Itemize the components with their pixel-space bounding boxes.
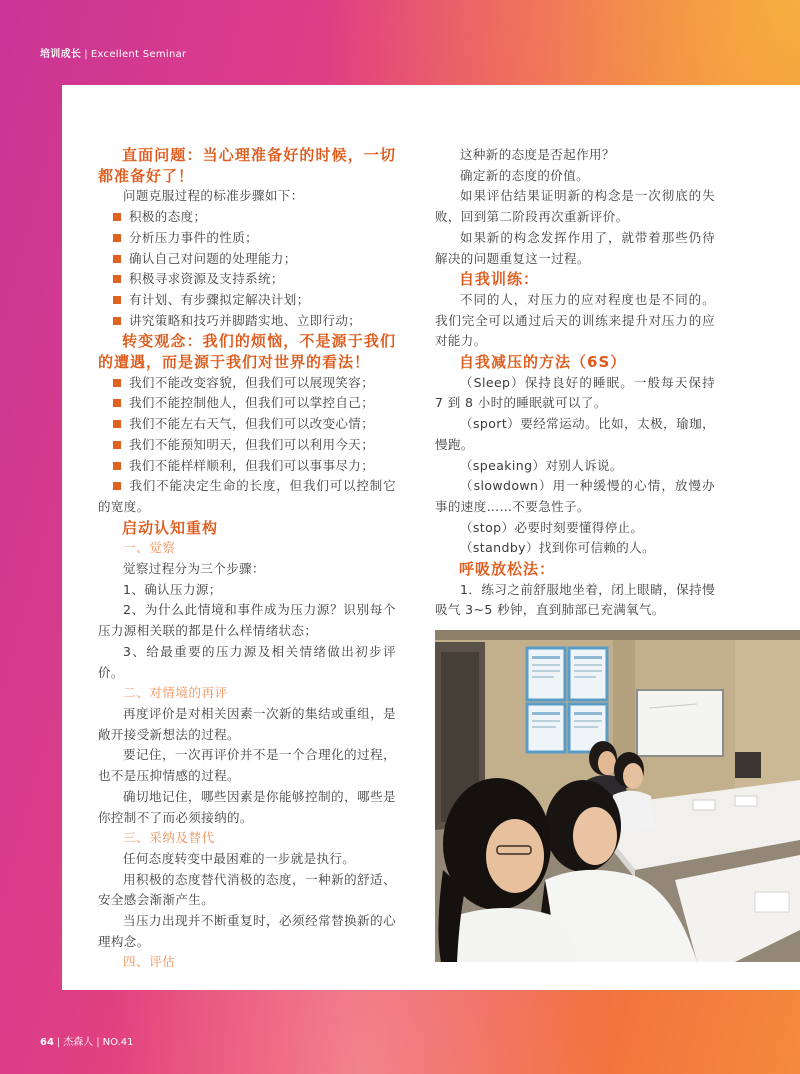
list-item-text: 确认自己对问题的处理能力； [129, 250, 297, 266]
list-item [98, 393, 396, 414]
seminar-photo [435, 630, 800, 962]
seminar-classroom-illustration [435, 630, 800, 962]
paragraph: 3、给最重要的压力源及相关情绪做出初步评价。 [98, 643, 396, 680]
method-item: （Sleep）保持良好的睡眠。一般每天保持 7 到 8 小时的睡眠就可以了。 [435, 374, 715, 411]
list-item-text: 我们不能预知明天，但我们可以利用今天； [129, 436, 375, 452]
paragraph: 要记住，一次再评价并不是一个合理化的过程，也不是压抑情感的过程。 [98, 747, 396, 784]
method-item: （standby）找到你可信赖的人。 [460, 540, 655, 556]
list-item-text: 我们不能改变容貌，但我们可以展现笑容； [129, 374, 375, 390]
paragraph: 确定新的态度的价值。 [460, 167, 590, 183]
paragraph: 任何态度转变中最困难的一步就是执行。 [123, 850, 356, 866]
paragraph: 不同的人，对压力的应对程度也是不同的。我们完全可以通过后天的训练来提升对压力的应对能力。 [435, 291, 715, 349]
square-bullet-icon [113, 379, 121, 387]
magazine-name: 杰森人 [63, 1037, 94, 1048]
square-bullet-icon [113, 420, 121, 428]
left-column [98, 145, 396, 973]
section-heading: 自我减压的方法（6S） [459, 353, 627, 372]
square-bullet-icon [113, 399, 121, 407]
right-column [435, 145, 715, 621]
list-item [98, 414, 396, 435]
wall-poster [527, 648, 565, 700]
list-item [98, 269, 396, 290]
paragraph: 1、确认压力源； [123, 581, 222, 597]
paragraph: 如果新的构念发挥作用了，就带着那些仍待解决的问题重复这一过程。 [435, 229, 715, 266]
page-number: 64 [40, 1037, 54, 1048]
paragraph: 如果评估结果证明新的构念是一次彻底的失败，回到第二阶段再次重新评价。 [435, 188, 715, 225]
square-bullet-icon [113, 482, 121, 490]
wall-speaker [735, 752, 761, 778]
list-item-text: 讲究策略和技巧并脚踏实地、立即行动； [129, 312, 362, 328]
list-item [98, 311, 396, 332]
footer-separator: | [56, 1037, 61, 1048]
method-item: （stop）必要时刻要懂得停止。 [460, 519, 644, 535]
list-item [98, 373, 396, 394]
list-item [98, 476, 396, 517]
list-item-text: 我们不能样样顺利，但我们可以事事尽力； [129, 457, 375, 473]
method-item: （speaking）对别人诉说。 [460, 457, 623, 473]
running-header [40, 45, 186, 60]
square-bullet-icon [113, 462, 121, 470]
wall-poster [569, 648, 607, 700]
paragraph: 觉察过程分为三个步骤： [123, 561, 265, 577]
method-item: （slowdown）用一种缓慢的心情，放慢办事的速度……不要急性子。 [435, 478, 715, 514]
paragraph: 1．练习之前舒服地坐着，闭上眼睛，保持慢吸气 3~5 秒钟，直到肺部已充满氧气。 [435, 581, 715, 618]
paragraph: 再度评价是对相关因素一次新的集结或重组，是敞开接受新想法的过程。 [98, 705, 396, 742]
header-separator: | [84, 49, 88, 60]
square-bullet-icon [113, 296, 121, 304]
paragraph: 确切地记住，哪些因素是你能够控制的，哪些是你控制不了而必须接纳的。 [98, 788, 396, 825]
paragraph: 用积极的态度替代消极的态度，一种新的舒适、安全感会渐渐产生。 [98, 871, 396, 908]
list-item-text: 我们不能控制他人，但我们可以掌控自己； [129, 395, 375, 411]
list-item [98, 249, 396, 270]
steps-list [98, 207, 396, 331]
list-item-text: 我们不能决定生命的长度，但我们可以控制它的宽度。 [98, 478, 396, 514]
subheading: 四、评估 [123, 954, 176, 970]
list-item [98, 207, 396, 228]
list-item [98, 435, 396, 456]
square-bullet-icon [113, 234, 121, 242]
subheading: 一、觉察 [123, 540, 176, 556]
section-heading: 自我训练： [459, 270, 540, 289]
square-bullet-icon [113, 317, 121, 325]
list-item-text: 有计划、有步骤拟定解决计划； [129, 291, 310, 307]
paragraph: 这种新的态度是否起作用？ [460, 147, 615, 162]
list-item [98, 228, 396, 249]
paragraph: 当压力出现并不断重复时，必须经常替换新的心理构念。 [98, 913, 396, 949]
page-footer [40, 1033, 134, 1048]
subheading: 二、对情境的再评 [123, 685, 228, 701]
paragraph: 2、为什么此情境和事件成为压力源？识别每个压力源相关联的都是什么样情绪状态； [98, 602, 396, 639]
list-item-text: 积极的态度； [129, 209, 207, 225]
section-heading: 直面问题：当心理准备好的时候，一切都准备好了！ [98, 146, 396, 185]
whiteboard [637, 690, 723, 756]
square-bullet-icon [113, 275, 121, 283]
subheading: 三、采纳及替代 [123, 830, 215, 846]
beliefs-list [98, 373, 396, 518]
list-item [98, 456, 396, 477]
section-label: 培训成长 [40, 49, 82, 60]
footer-separator: | [96, 1037, 100, 1048]
issue-number: NO.41 [102, 1037, 134, 1048]
section-subtitle: Excellent Seminar [90, 49, 187, 60]
list-item [98, 290, 396, 311]
list-item-text: 我们不能左右天气，但我们可以改变心情； [129, 416, 375, 432]
section-heading: 启动认知重构 [122, 518, 219, 537]
section-heading: 转变观念：我们的烦恼，不是源于我们的遭遇，而是源于我们对世界的看法！ [98, 332, 396, 372]
paragraph: 问题克服过程的标准步骤如下： [123, 188, 304, 204]
list-item-text: 分析压力事件的性质； [129, 229, 259, 245]
square-bullet-icon [113, 441, 121, 449]
section-heading: 呼吸放松法： [459, 560, 556, 579]
square-bullet-icon [113, 255, 121, 263]
list-item-text: 积极寻求资源及支持系统； [129, 271, 284, 287]
method-item: （sport）要经常运动。比如，太极，瑜珈，慢跑。 [435, 416, 715, 452]
wall-poster [527, 704, 565, 752]
square-bullet-icon [113, 213, 121, 221]
